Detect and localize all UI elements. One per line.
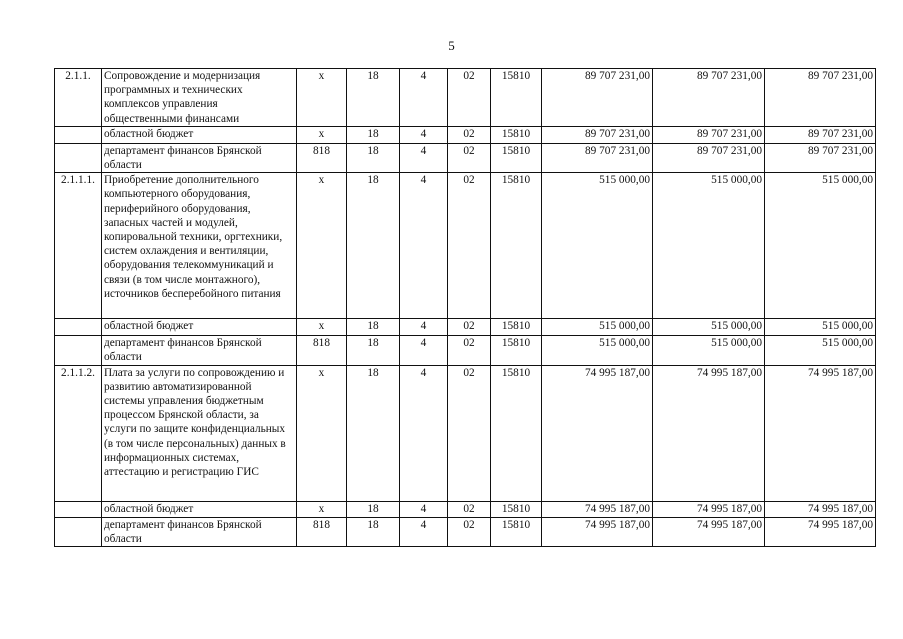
section-cell: 18: [347, 143, 400, 172]
row-code-cell: 2.1.1.2.: [55, 365, 102, 501]
amount-year1-cell: 89 707 231,00: [542, 69, 653, 127]
grbs-cell: х: [297, 126, 347, 143]
target-cell: 02: [448, 319, 491, 336]
table-row: [55, 173, 876, 319]
row-name-cell: департамент финансов Брянской области: [102, 143, 297, 172]
amount-year3-cell: 89 707 231,00: [765, 69, 876, 127]
table-body: [55, 69, 876, 547]
direction-cell: 15810: [491, 173, 542, 319]
target-cell: 02: [448, 501, 491, 517]
amount-year1-cell: 74 995 187,00: [542, 517, 653, 546]
row-code-cell: [55, 336, 102, 365]
grbs-cell: х: [297, 365, 347, 501]
subsection-cell: 4: [400, 143, 448, 172]
amount-year2-cell: 515 000,00: [653, 336, 765, 365]
target-cell: 02: [448, 517, 491, 546]
amount-year3-cell: 515 000,00: [765, 319, 876, 336]
amount-year3-cell: 74 995 187,00: [765, 517, 876, 546]
subsection-cell: 4: [400, 173, 448, 319]
subsection-cell: 4: [400, 517, 448, 546]
amount-year3-cell: 515 000,00: [765, 173, 876, 319]
section-cell: 18: [347, 336, 400, 365]
row-code-cell: [55, 126, 102, 143]
grbs-cell: х: [297, 69, 347, 127]
section-cell: 18: [347, 365, 400, 501]
grbs-cell: 818: [297, 336, 347, 365]
grbs-cell: 818: [297, 517, 347, 546]
row-name-cell: департамент финансов Брянской области: [102, 517, 297, 546]
amount-year1-cell: 89 707 231,00: [542, 143, 653, 172]
row-code-cell: 2.1.1.1.: [55, 173, 102, 319]
table-row: [55, 336, 876, 365]
row-name-cell: Приобретение дополнительного компьютерного оборудования, периферийного оборудования, запасных частей и модулей, копировальной техники, оргтехники, систем охлаждения и вентиляции, оборудования телекоммуникаций и связи (в том числе монтажного), источников бесперебойного питания: [102, 173, 297, 319]
amount-year2-cell: 515 000,00: [653, 173, 765, 319]
table-row: [55, 69, 876, 127]
budget-table: [54, 68, 876, 547]
table-row: [55, 143, 876, 172]
subsection-cell: 4: [400, 336, 448, 365]
amount-year2-cell: 74 995 187,00: [653, 365, 765, 501]
subsection-cell: 4: [400, 365, 448, 501]
subsection-cell: 4: [400, 126, 448, 143]
amount-year2-cell: 89 707 231,00: [653, 126, 765, 143]
amount-year3-cell: 515 000,00: [765, 336, 876, 365]
row-name-cell: областной бюджет: [102, 501, 297, 517]
row-name-cell: департамент финансов Брянской области: [102, 336, 297, 365]
amount-year2-cell: 89 707 231,00: [653, 69, 765, 127]
amount-year3-cell: 74 995 187,00: [765, 501, 876, 517]
direction-cell: 15810: [491, 319, 542, 336]
target-cell: 02: [448, 336, 491, 365]
grbs-cell: 818: [297, 143, 347, 172]
amount-year2-cell: 74 995 187,00: [653, 517, 765, 546]
page-number: 5: [448, 38, 455, 53]
row-code-cell: [55, 319, 102, 336]
amount-year1-cell: 515 000,00: [542, 319, 653, 336]
direction-cell: 15810: [491, 365, 542, 501]
amount-year2-cell: 515 000,00: [653, 319, 765, 336]
row-code-cell: [55, 143, 102, 172]
row-name-cell: Плата за услуги по сопровождению и развитию автоматизированной системы управления бюджетным процессом Брянской области, за услуги по защите конфиденциальных (в том числе персональных) данных в информационных системах, аттестацию и регистрацию ГИС: [102, 365, 297, 501]
subsection-cell: 4: [400, 319, 448, 336]
row-name-cell: областной бюджет: [102, 319, 297, 336]
section-cell: 18: [347, 126, 400, 143]
amount-year1-cell: 89 707 231,00: [542, 126, 653, 143]
direction-cell: 15810: [491, 143, 542, 172]
grbs-cell: х: [297, 173, 347, 319]
table-row: [55, 319, 876, 336]
section-cell: 18: [347, 173, 400, 319]
target-cell: 02: [448, 126, 491, 143]
row-code-cell: [55, 501, 102, 517]
section-cell: 18: [347, 517, 400, 546]
target-cell: 02: [448, 69, 491, 127]
amount-year3-cell: 74 995 187,00: [765, 365, 876, 501]
target-cell: 02: [448, 365, 491, 501]
section-cell: 18: [347, 501, 400, 517]
row-code-cell: [55, 517, 102, 546]
target-cell: 02: [448, 143, 491, 172]
amount-year3-cell: 89 707 231,00: [765, 126, 876, 143]
direction-cell: 15810: [491, 517, 542, 546]
amount-year1-cell: 515 000,00: [542, 336, 653, 365]
direction-cell: 15810: [491, 501, 542, 517]
amount-year2-cell: 74 995 187,00: [653, 501, 765, 517]
row-code-cell: 2.1.1.: [55, 69, 102, 127]
direction-cell: 15810: [491, 69, 542, 127]
table-row: [55, 365, 876, 501]
target-cell: 02: [448, 173, 491, 319]
subsection-cell: 4: [400, 501, 448, 517]
section-cell: 18: [347, 69, 400, 127]
grbs-cell: х: [297, 319, 347, 336]
amount-year3-cell: 89 707 231,00: [765, 143, 876, 172]
table-row: [55, 501, 876, 517]
section-cell: 18: [347, 319, 400, 336]
amount-year2-cell: 89 707 231,00: [653, 143, 765, 172]
subsection-cell: 4: [400, 69, 448, 127]
grbs-cell: х: [297, 501, 347, 517]
row-name-cell: областной бюджет: [102, 126, 297, 143]
table-row: [55, 517, 876, 546]
table-row: [55, 126, 876, 143]
row-name-cell: Сопровождение и модернизация программных и технических комплексов управления общественными финансами: [102, 69, 297, 127]
amount-year1-cell: 515 000,00: [542, 173, 653, 319]
amount-year1-cell: 74 995 187,00: [542, 501, 653, 517]
direction-cell: 15810: [491, 336, 542, 365]
direction-cell: 15810: [491, 126, 542, 143]
amount-year1-cell: 74 995 187,00: [542, 365, 653, 501]
